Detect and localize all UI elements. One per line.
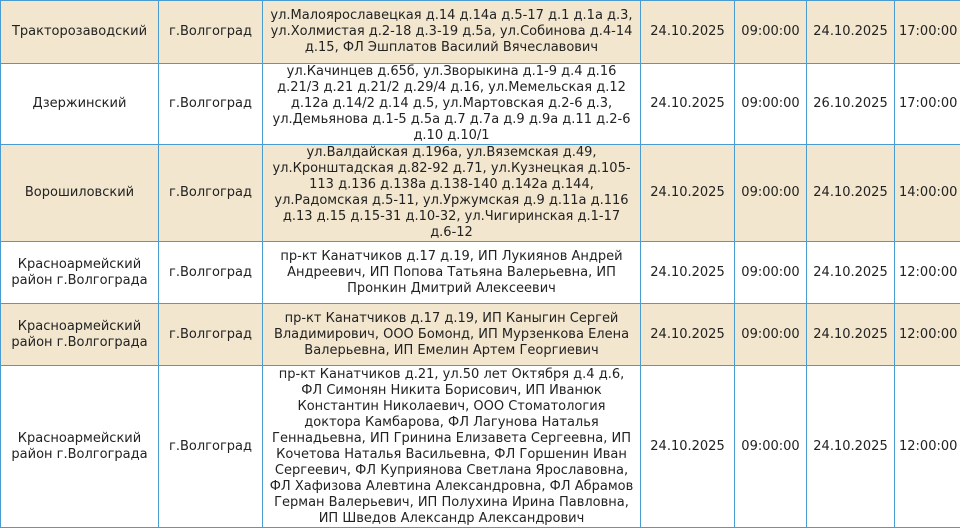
district-cell: Красноармейский район г.Волгограда [1,242,159,304]
end-date-cell: 26.10.2025 [807,64,895,145]
table-row [1,1,960,64]
district-cell: Красноармейский район г.Волгограда [1,304,159,366]
district-cell: Тракторозаводский [1,1,159,64]
city-cell: г.Волгоград [159,1,263,64]
address-cell: ул.Валдайская д.196а, ул.Вяземская д.49, ул.Кронштадская д.82-92 д.71, ул.Кузнецкая д.105-113 д.136 д.138а д.138-140 д.142а д.144, ул.Радомская д.5-11, ул.Уржумская д.9 д.11а д.116 д.13 д.15 д.15-31 д.10-32, ул.Чигиринская д.1-17 д.6-12 [263,145,641,242]
city-cell: г.Волгоград [159,64,263,145]
end-time-cell: 14:00:00 [895,145,960,242]
address-cell: ул.Качинцев д.65б, ул.Зворыкина д.1-9 д.4 д.16 д.21/3 д.21 д.21/2 д.29/4 д.16, ул.Мемельская д.12 д.12а д.14/2 д.14 д.5, ул.Мартовская д.2-6 д.3, ул.Демьянова д.1-5 д.5а д.7 д.7а д.9 д.9а д.11 д.2-6 д.10 д.10/1 [263,64,641,145]
start-date-cell: 24.10.2025 [641,64,735,145]
table-row [1,64,960,145]
address-cell: пр-кт Канатчиков д.17 д.19, ИП Каныгин Сергей Владимирович, ООО Бомонд, ИП Мурзенкова Елена Валерьевна, ИП Емелин Артем Георгиевич [263,304,641,366]
table-row [1,304,960,366]
table-row [1,366,960,528]
start-date-cell: 24.10.2025 [641,145,735,242]
end-date-cell: 24.10.2025 [807,242,895,304]
end-date-cell: 24.10.2025 [807,366,895,528]
start-time-cell: 09:00:00 [735,242,807,304]
end-time-cell: 17:00:00 [895,1,960,64]
city-cell: г.Волгоград [159,242,263,304]
end-date-cell: 24.10.2025 [807,145,895,242]
start-time-cell: 09:00:00 [735,1,807,64]
address-cell: пр-кт Канатчиков д.17 д.19, ИП Лукиянов Андрей Андреевич, ИП Попова Татьяна Валерьевна, ИП Пронкин Дмитрий Алексеевич [263,242,641,304]
start-time-cell: 09:00:00 [735,145,807,242]
end-date-cell: 24.10.2025 [807,1,895,64]
start-date-cell: 24.10.2025 [641,242,735,304]
start-time-cell: 09:00:00 [735,366,807,528]
address-cell: ул.Малоярославецкая д.14 д.14а д.5-17 д.1 д.1а д.3, ул.Холмистая д.2-18 д.3-19 д.5а, ул.Собинова д.4-14 д.15, ФЛ Эшплатов Василий Вячеславович [263,1,641,64]
district-cell: Ворошиловский [1,145,159,242]
city-cell: г.Волгоград [159,366,263,528]
end-time-cell: 12:00:00 [895,242,960,304]
start-date-cell: 24.10.2025 [641,1,735,64]
district-cell: Дзержинский [1,64,159,145]
district-cell: Красноармейский район г.Волгограда [1,366,159,528]
table-row [1,242,960,304]
city-cell: г.Волгоград [159,145,263,242]
city-cell: г.Волгоград [159,304,263,366]
end-time-cell: 17:00:00 [895,64,960,145]
address-cell: пр-кт Канатчиков д.21, ул.50 лет Октября д.4 д.6, ФЛ Симонян Никита Борисович, ИП Иванюк Константин Николаевич, ООО Стоматология доктора Камбарова, ФЛ Лагунова Наталья Геннадьевна, ИП Гринина Елизавета Сергеевна, ИП Кочетова Наталья Васильевна, ФЛ Горшенин Иван Сергеевич, ФЛ Куприянова Светлана Ярославовна, ФЛ Хафизова Алевтина Александровна, ФЛ Абрамов Герман Валерьевич, ИП Полухина Ирина Павловна, ИП Шведов Александр Александрович [263,366,641,528]
start-date-cell: 24.10.2025 [641,366,735,528]
start-date-cell: 24.10.2025 [641,304,735,366]
start-time-cell: 09:00:00 [735,64,807,145]
end-date-cell: 24.10.2025 [807,304,895,366]
table-row [1,145,960,242]
end-time-cell: 12:00:00 [895,366,960,528]
start-time-cell: 09:00:00 [735,304,807,366]
end-time-cell: 12:00:00 [895,304,960,366]
